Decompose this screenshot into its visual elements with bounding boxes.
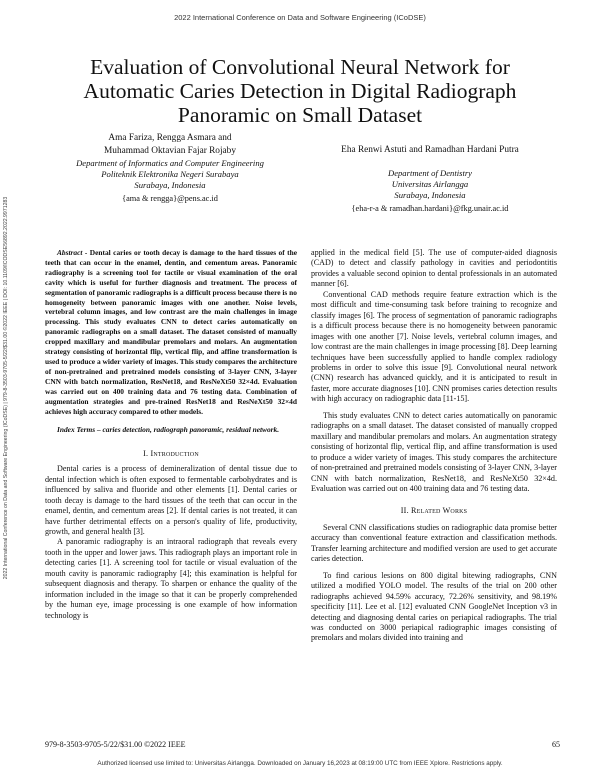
author-city-right: Surabaya, Indonesia xyxy=(394,190,466,200)
author-inst-left: Politeknik Elektronika Negeri Surabaya xyxy=(101,169,239,179)
index-terms xyxy=(45,425,297,435)
author-names-right: Eha Renwi Astuti and Ramadhan Hardani Putra xyxy=(341,145,519,155)
author-city-left: Surabaya, Indonesia xyxy=(134,180,206,190)
paper-title xyxy=(60,55,540,127)
author-inst-right: Universitas Airlangga xyxy=(391,179,469,189)
sidebar-doi xyxy=(0,0,12,776)
author-block-left xyxy=(45,132,295,205)
sidebar-doi-text: 2022 International Conference on Data and Software Engineering (ICoDSE) | 979-8-3503-9705-5/22/$31.00 ©2022 IEEE | DOI: 10.1109/ICODSE56892.2022.9971283 xyxy=(3,196,9,580)
related-paragraph-2: To find carious lesions on 800 digital bitewing radiographs, CNN utilized a modified YOLO model. The results of the trial on 200 other radiographs achieved 94.59% accuracy, 72.26% sensitivity, and 98.19% specificity [11]. Lee et al. [12] evaluated CNN GoogleNet Inception v3 in detecting and diagnosing dental caries on periapical radiographs. The trial was conducted on 3000 periapical radiographic images consisting of premolars and molars divided into training and xyxy=(311,570,557,643)
related-paragraph-1: Several CNN classifications studies on radiographic data promise better accuracy than conventional feature extraction and classification methods. Transfer learning architecture and modified version are used to get accurate caries detection. xyxy=(311,522,557,564)
section-heading-related-works xyxy=(311,506,557,516)
author-names-left-2: Muhammad Oktavian Fajar Rojaby xyxy=(104,146,236,156)
author-dept-left: Department of Informatics and Computer Engineering xyxy=(76,158,264,168)
right-column xyxy=(311,248,557,644)
title-line-2: Automatic Caries Detection in Digital Radiograph xyxy=(83,79,517,103)
left-column xyxy=(45,248,297,621)
conference-header: 2022 International Conference on Data and Software Engineering (ICoDSE) xyxy=(174,13,426,22)
intro-paragraph-1: Dental caries is a process of demineralization of dental tissue due to dental infection which is often exposed to fermentable carbohydrates and is influenced by saliva and fluoride and other elements [1]. Dental caries or tooth decay is damage to the hard tissues of the teeth that can occur in the enamel, dentin, and cementum areas [2]. If dental caries is not treated, it can have further detrimental effects on a person's quality of life, productivity, growth, and general health [3]. xyxy=(45,464,297,537)
related-title: Related Works xyxy=(411,506,468,516)
index-terms-text: caries detection, radiograph panoramic, residual network. xyxy=(102,425,280,435)
right-paragraph-2: Conventional CAD methods require feature extraction which is the most difficult and time-consuming task before training to recognize and classify images [6]. The process of segmentation of panoramic radiographs is a difficult process because there is no homogeneity between panoramic images with one another [7]. Noise levels, vertebral column images, and low contrast are the main challenges in image processing [8]. Deep learning techniques have been successfully applied to handle complex radiology problems in order to solve this issue [9]. Convolutional neural network (CNN) research has advanced quickly, and it is anticipated to result in faster, more accurate diagnoses [10]. CNN promises caries detection results with high accuracy on radiographic data [11-15]. xyxy=(311,289,557,404)
author-dept-right: Department of Dentistry xyxy=(387,168,473,178)
abstract-label: Abstract - xyxy=(57,248,88,257)
title-line-3: Panoramic on Small Dataset xyxy=(177,103,423,127)
page-number: 65 xyxy=(552,740,560,749)
section-heading-introduction xyxy=(45,449,297,458)
title-line-1: Evaluation of Convolutional Neural Network for xyxy=(90,55,510,79)
abstract xyxy=(45,248,297,416)
introduction-body xyxy=(45,464,297,621)
intro-title: Introduction xyxy=(150,449,199,459)
related-num: II. xyxy=(400,506,409,516)
intro-num: I. xyxy=(143,449,149,459)
footer-isbn: 979-8-3503-9705-5/22/$31.00 ©2022 IEEE xyxy=(45,740,186,749)
intro-paragraph-2: A panoramic radiography is an intraoral radiograph that reveals every tooth in the upper and lower jaws. This radiograph plays an important role in detecting caries [1]. A screening tool for tactile or visual evaluation of the mouth cavity is panoramic radiography [4]; this examination is helpful for subsequent diagnosis and therapy. To sharpen or enhance the quality of the information included in the image so that it can be properly comprehended by the human eye, image processing is one example of how information technology is xyxy=(45,537,297,620)
right-paragraph-1: applied in the medical field [5]. The use of computer-aided diagnosis (CAD) to detect and classify pathology in cavities and periodontitis provides a valuable second opinion to dental professionals in an automated manner [6]. xyxy=(311,248,557,289)
right-paragraph-3: This study evaluates CNN to detect caries automatically on panoramic radiographs on a small dataset. The dataset consisted of manually cropped maxillary and mandibular premolars and molars. An augmentation strategy consisting of horizontal flip, vertical flip, and affine transformation is used to produce a wider variety of images. This study compares the architecture of non-pretrained and pretrained models consisting of 3-layer CNN, 3-layer CNN with batch normalization, ResNet18, and ResNeXt50 32×4d. Evaluation was carried out on 400 training data and 76 testing data. xyxy=(311,410,557,493)
author-block-right xyxy=(305,144,555,215)
author-email-left: {ama & rengga}@pens.ac.id xyxy=(122,194,218,203)
license-notice: Authorized licensed use limited to: Universitas Airlangga. Downloaded on January 16,2023 at 08:19:00 UTC from IEEE Xplore. Restrictions apply. xyxy=(97,760,503,767)
author-names-left-1: Ama Fariza, Rengga Asmara and xyxy=(108,133,232,143)
abstract-text: Dental caries or tooth decay is damage to the hard tissues of the teeth that can occur in the enamel, dentin, and cementum areas. Panoramic radiography is a screening tool for tactile or visual examination of the oral cavity which is useful for further diagnosis and treatment. The process of segmentation of panoramic radiographs is a difficult process because there is no homogeneity between panoramic images with one another. Noise levels, vertebral column images, and low contrast are the main challenges in image processing. This study evaluates CNN to detect caries automatically on panoramic radiographs on a small dataset. The dataset consisted of manually cropped maxillary and mandibular premolars and molars. An augmentation strategy consisting of horizontal flip, vertical flip, and affine transformation is used to produce a wider variety of images. This study compares the architecture of non-pretrained and pretrained models consisting of 3-layer CNN, 3-layer CNN with batch normalization, ResNet18, and ResNeXt50 32×4d. Evaluation was carried out on 400 training data and 76 testing data. Combination of augmentation strategies and pre-trained ResNet18 and ResNeXt50 32×4d achieves high accuracy compared to other models. xyxy=(45,248,297,416)
index-terms-label: Index Terms – xyxy=(57,425,101,435)
author-email-right: {eha-r-a & ramadhan.hardani}@fkg.unair.ac.id xyxy=(351,204,509,213)
